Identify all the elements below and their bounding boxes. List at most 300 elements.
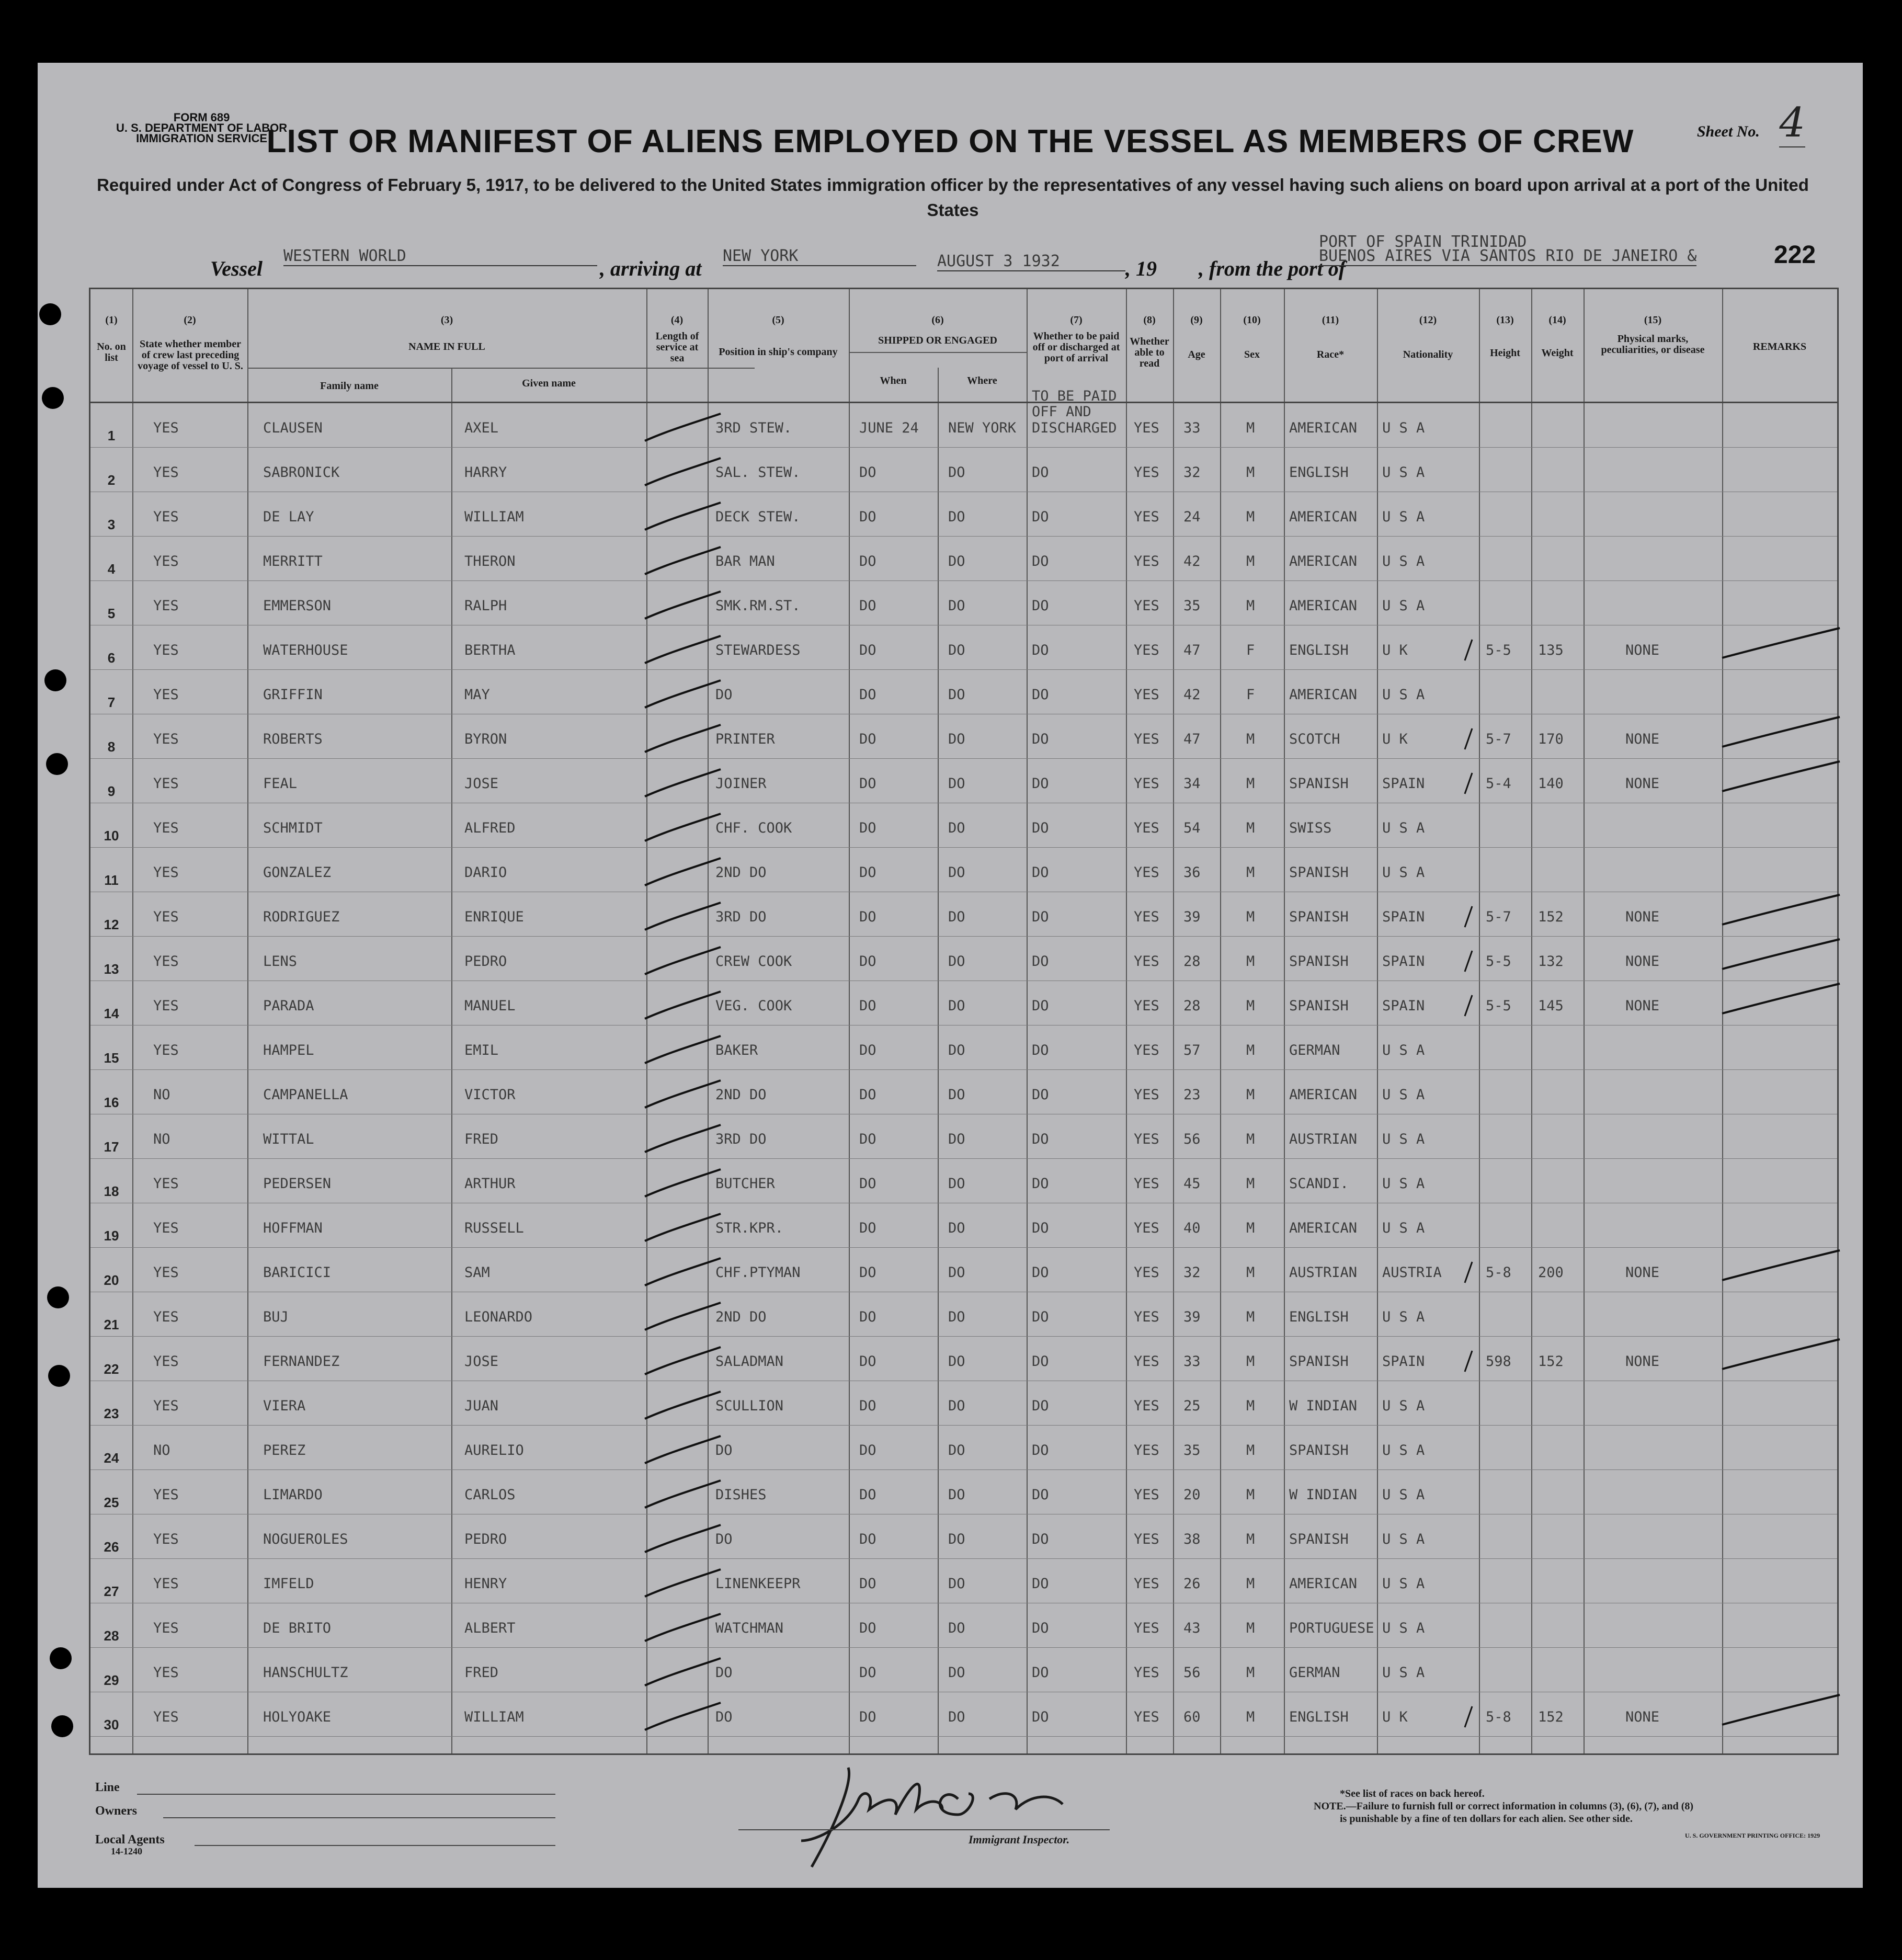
sex-cell: M [1246,1398,1255,1414]
row-number: 21 [104,1317,119,1332]
shipped-where-cell: DO [948,1620,965,1636]
footer-owners-rule [163,1817,555,1818]
given-name-cell: BYRON [464,731,507,747]
able-to-read-cell: YES [1134,1087,1159,1103]
nationality-tick-mark [1461,637,1476,663]
inspector-signature [770,1736,1162,1883]
shipped-where-cell: DO [948,1309,965,1325]
binder-hole [42,387,64,409]
able-to-read-cell: YES [1134,909,1159,925]
nationality-cell: U S A [1382,1487,1425,1503]
penalty-note-1: NOTE.—Failure to furnish full or correct information in columns (3), (6), (7), and (8) [1314,1801,1694,1812]
race-cell: AMERICAN [1289,1087,1358,1103]
able-to-read-cell: YES [1134,598,1159,614]
sex-cell: M [1246,553,1255,569]
prev-voyage-cell: YES [153,909,179,925]
position-cell: SAL. STEW. [715,464,801,481]
sex-cell: M [1246,820,1255,836]
age-cell: 33 [1183,420,1201,436]
family-name-cell: LIMARDO [263,1487,323,1503]
row-rule [90,580,1837,581]
position-cell: DO [715,1442,733,1458]
col-10-number: (10) [1243,314,1261,326]
shipped-when-cell: DO [859,598,876,614]
position-cell: LINENKEEPR [715,1576,801,1592]
race-cell: GERMAN [1289,1042,1340,1058]
header-given-name: Given name [522,378,576,389]
race-cell: SPANISH [1289,1531,1349,1547]
row-rule [90,536,1837,537]
service-check-mark [642,1654,726,1696]
service-check-mark [642,987,726,1029]
sex-cell: M [1246,1042,1255,1058]
service-check-mark [642,854,726,896]
paid-off-cell: DO [1032,1531,1049,1547]
prev-voyage-cell: YES [153,864,179,881]
nationality-tick-mark [1461,770,1476,796]
form-identifier: FORM 689 U. S. DEPARTMENT OF LABOR IMMIGRATION SERVICE [116,111,288,145]
sex-cell: M [1246,953,1255,970]
shipped-when-cell: DO [859,998,876,1014]
nationality-cell: U S A [1382,1131,1425,1147]
family-name-cell: IMFELD [263,1576,314,1592]
nationality-cell: U S A [1382,1042,1425,1058]
physical-marks-cell: NONE [1625,1264,1660,1281]
family-name-cell: BUJ [263,1309,289,1325]
footer-agents-label: Local Agents [95,1833,165,1847]
paid-off-cell: DO [1032,1220,1049,1236]
race-cell: SPANISH [1289,909,1349,925]
physical-marks-cell: NONE [1625,998,1660,1014]
col-4-number: (4) [670,314,684,326]
prev-voyage-cell: YES [153,776,179,792]
sex-cell: M [1246,1131,1255,1147]
service-check-mark [642,1254,726,1296]
stamp-number: 222 [1774,241,1816,269]
service-check-mark [642,1521,726,1563]
header-race: Race* [1316,349,1345,360]
column-divider [1479,289,1480,1753]
race-cell: AMERICAN [1289,553,1358,569]
able-to-read-cell: YES [1134,1309,1159,1325]
weight-cell: 170 [1538,731,1564,747]
shipped-where-cell: NEW YORK [948,420,1017,436]
nationality-tick-mark [1461,726,1476,752]
family-name-cell: PEDERSEN [263,1176,332,1192]
position-cell: DO [715,1665,733,1681]
row-number: 5 [107,606,116,621]
shipped-when-cell: DO [859,1620,876,1636]
row-rule [90,447,1837,448]
col-9-number: (9) [1190,314,1203,326]
prev-voyage-cell: YES [153,1353,179,1370]
race-cell: AMERICAN [1289,687,1358,703]
nationality-cell: U S A [1382,464,1425,481]
header-rule [849,352,1027,353]
races-note: *See list of races on back hereof. [1340,1788,1485,1799]
nationality-cell: U S A [1382,553,1425,569]
shipped-when-cell: DO [859,1353,876,1370]
nationality-cell: U S A [1382,687,1425,703]
shipped-when-cell: DO [859,776,876,792]
physical-marks-cell: NONE [1625,642,1660,658]
prev-voyage-cell: NO [153,1442,170,1458]
position-cell: 2ND DO [715,1087,767,1103]
row-number: 29 [104,1672,119,1688]
col-2-number: (2) [184,314,196,326]
header-shipped-or-engaged: SHIPPED OR ENGAGED [878,335,997,346]
column-divider [1722,289,1723,1753]
service-check-mark [642,1476,726,1518]
shipped-when-cell: DO [859,1576,876,1592]
prev-voyage-cell: YES [153,1042,179,1058]
shipped-where-cell: DO [948,642,965,658]
paid-off-cell: DO [1032,998,1049,1014]
able-to-read-cell: YES [1134,1131,1159,1147]
race-cell: SPANISH [1289,998,1349,1014]
shipped-when-cell: DO [859,1442,876,1458]
prev-voyage-cell: YES [153,998,179,1014]
family-name-cell: CAMPANELLA [263,1087,348,1103]
sex-cell: F [1246,642,1255,658]
shipped-when-cell: DO [859,1176,876,1192]
row-number: 22 [104,1361,119,1377]
paid-off-cell: DO [1032,1353,1049,1370]
row-number: 8 [107,739,116,755]
given-name-cell: EMIL [464,1042,499,1058]
sex-cell: M [1246,1487,1255,1503]
shipped-where-cell: DO [948,1398,965,1414]
sex-cell: M [1246,1531,1255,1547]
position-cell: DO [715,1709,733,1725]
family-name-cell: HANSCHULTZ [263,1665,348,1681]
race-cell: ENGLISH [1289,642,1349,658]
shipped-when-cell: DO [859,1220,876,1236]
race-cell: AMERICAN [1289,1576,1358,1592]
given-name-cell: JOSE [464,1353,499,1370]
service-check-mark [642,1387,726,1429]
age-cell: 54 [1183,820,1201,836]
shipped-when-cell: DO [859,731,876,747]
prev-voyage-cell: NO [153,1087,170,1103]
physical-marks-cell: NONE [1625,953,1660,970]
given-name-cell: FRED [464,1665,499,1681]
position-cell: DO [715,687,733,703]
age-cell: 28 [1183,953,1201,970]
col-13-number: (13) [1496,314,1514,326]
given-name-cell: JUAN [464,1398,499,1414]
shipped-where-cell: DO [948,1576,965,1592]
family-name-cell: CLAUSEN [263,420,323,436]
given-name-cell: HENRY [464,1576,507,1592]
able-to-read-cell: YES [1134,1398,1159,1414]
col-11-number: (11) [1322,314,1339,326]
row-number: 7 [107,694,116,710]
age-cell: 56 [1183,1665,1201,1681]
binder-hole [50,1647,72,1669]
weight-cell: 152 [1538,1353,1564,1370]
position-cell: CREW COOK [715,953,792,970]
position-cell: DISHES [715,1487,767,1503]
race-cell: AMERICAN [1289,509,1358,525]
paid-off-cell: DO [1032,1442,1049,1458]
prev-voyage-cell: YES [153,1220,179,1236]
page-subtitle: Required under Act of Congress of February 5, 1917, to be delivered to the United States immigration officer by the representatives of any vessel having such aliens on board upon arrival at a port of the United States [97,175,1809,220]
paid-off-cell: DO [1032,820,1049,836]
nationality-cell: U S A [1382,1309,1425,1325]
shipped-where-cell: DO [948,1042,965,1058]
family-name-cell: VIERA [263,1398,306,1414]
race-cell: W INDIAN [1289,1398,1358,1414]
age-cell: 35 [1183,1442,1201,1458]
footer-agents-rule [195,1845,555,1846]
sheet-number: Sheet No. 4 [1696,99,1805,146]
nationality-cell: U S A [1382,1576,1425,1592]
able-to-read-cell: YES [1134,864,1159,881]
column-divider [1173,289,1174,1753]
race-cell: SPANISH [1289,953,1349,970]
column-divider [938,368,939,1753]
physical-marks-cell: NONE [1625,776,1660,792]
age-cell: 39 [1183,1309,1201,1325]
shipped-when-cell: DO [859,1398,876,1414]
able-to-read-cell: YES [1134,1665,1159,1681]
col-1-number: (1) [105,314,118,326]
departure-port-line-1: PORT OF SPAIN TRINIDAD [1319,233,1527,251]
age-cell: 47 [1183,642,1201,658]
race-cell: AMERICAN [1289,420,1358,436]
shipped-when-cell: DO [859,1309,876,1325]
service-check-mark [642,1032,726,1074]
nationality-cell: U S A [1382,598,1425,614]
given-name-cell: CARLOS [464,1487,516,1503]
service-check-mark [642,632,726,674]
manifest-page [38,63,1863,1888]
row-number: 30 [104,1717,119,1733]
given-name-cell: LEONARDO [464,1309,533,1325]
nationality-cell: SPAIN [1382,1353,1425,1370]
footer-line-rule [137,1794,555,1795]
physical-marks-cell: NONE [1625,1353,1660,1370]
race-cell: AUSTRIAN [1289,1131,1358,1147]
given-name-cell: ENRIQUE [464,909,524,925]
nationality-tick-mark [1461,1704,1476,1730]
age-cell: 24 [1183,509,1201,525]
able-to-read-cell: YES [1134,642,1159,658]
service-check-mark [642,543,726,585]
family-name-cell: DE BRITO [263,1620,332,1636]
header-nationality: Nationality [1403,349,1453,360]
prev-voyage-cell: NO [153,1131,170,1147]
family-name-cell: DE LAY [263,509,314,525]
sex-cell: M [1246,1709,1255,1725]
nationality-cell: AUSTRIA [1382,1264,1442,1281]
family-name-cell: FEAL [263,776,298,792]
age-cell: 40 [1183,1220,1201,1236]
row-number: 23 [104,1406,119,1421]
position-cell: BAR MAN [715,553,775,569]
paid-off-cell: DO [1032,598,1049,614]
given-name-cell: FRED [464,1131,499,1147]
prev-voyage-cell: YES [153,464,179,481]
able-to-read-cell: YES [1134,1353,1159,1370]
crew-table [89,288,1839,1755]
remarks-check-mark [1719,624,1845,666]
service-check-mark [642,409,726,451]
nationality-cell: U S A [1382,864,1425,881]
arrival-port: NEW YORK [723,247,916,266]
row-number: 14 [104,1006,119,1021]
nationality-tick-mark [1461,993,1476,1019]
penalty-note-2: is punishable by a fine of ten dollars for each alien. See other side. [1340,1813,1633,1825]
service-check-mark [642,1121,726,1163]
able-to-read-cell: YES [1134,420,1159,436]
column-divider [1377,289,1378,1753]
from-port-label: , from the port of [1199,257,1346,280]
nationality-cell: U S A [1382,1665,1425,1681]
col-15-number: (15) [1644,314,1662,326]
position-cell: CHF.PTYMAN [715,1264,801,1281]
column-divider [1126,289,1127,1753]
paid-off-cell: DO [1032,864,1049,881]
service-check-mark [642,810,726,851]
arrival-date: AUGUST 3 1932 [937,252,1125,271]
service-check-mark [642,587,726,629]
nationality-tick-mark [1461,948,1476,974]
position-cell: SCULLION [715,1398,784,1414]
paid-off-cell: DO [1032,464,1049,481]
header-paid-off: Whether to be paid off or discharged at port of arrival [1032,331,1120,364]
shipped-when-cell: DO [859,909,876,925]
family-name-cell: PEREZ [263,1442,306,1458]
column-divider [247,289,248,1753]
race-cell: ENGLISH [1289,464,1349,481]
sex-cell: M [1246,731,1255,747]
service-check-mark [642,1298,726,1340]
able-to-read-cell: YES [1134,998,1159,1014]
given-name-cell: AURELIO [464,1442,524,1458]
sex-cell: M [1246,1220,1255,1236]
given-name-cell: ALBERT [464,1620,516,1636]
column-divider [451,368,452,1753]
col-3-number: (3) [440,314,453,326]
service-check-mark [642,898,726,940]
age-cell: 20 [1183,1487,1201,1503]
able-to-read-cell: YES [1134,731,1159,747]
position-cell: SMK.RM.ST. [715,598,801,614]
sex-cell: M [1246,420,1255,436]
age-cell: 36 [1183,864,1201,881]
able-to-read-cell: YES [1134,1176,1159,1192]
position-cell: 3RD DO [715,909,767,925]
column-divider [1027,289,1028,1753]
able-to-read-cell: YES [1134,687,1159,703]
weight-cell: 152 [1538,1709,1564,1725]
header-family-name: Family name [320,380,379,392]
header-bottom-rule [90,402,1837,403]
paid-off-cell: DO [1032,1576,1049,1592]
page-title: LIST OR MANIFEST OF ALIENS EMPLOYED ON THE VESSEL AS MEMBERS OF CREW [266,123,1634,159]
able-to-read-cell: YES [1134,509,1159,525]
able-to-read-cell: YES [1134,953,1159,970]
col-7-number: (7) [1070,314,1083,326]
position-cell: 2ND DO [715,1309,767,1325]
given-name-cell: MAY [464,687,490,703]
given-name-cell: MANUEL [464,998,516,1014]
able-to-read-cell: YES [1134,1042,1159,1058]
shipped-when-cell: DO [859,1487,876,1503]
age-cell: 32 [1183,464,1201,481]
prev-voyage-cell: YES [153,509,179,525]
prev-voyage-cell: YES [153,642,179,658]
given-name-cell: ALFRED [464,820,516,836]
shipped-when-cell: DO [859,864,876,881]
paid-off-cell: DO [1032,509,1049,525]
year-label: , 19 [1125,257,1157,280]
shipped-where-cell: DO [948,953,965,970]
binder-hole [46,753,68,775]
nationality-tick-mark [1461,1259,1476,1285]
family-name-cell: RODRIGUEZ [263,909,340,925]
remarks-check-mark [1719,713,1845,755]
shipped-where-cell: DO [948,864,965,881]
nationality-tick-mark [1461,1348,1476,1374]
shipped-where-cell: DO [948,1531,965,1547]
paid-off-cell: DO [1032,1264,1049,1281]
position-cell: DECK STEW. [715,509,801,525]
position-cell: VEG. COOK [715,998,792,1014]
shipped-when-cell: DO [859,1531,876,1547]
paid-off-cell: DO [1032,1042,1049,1058]
service-check-mark [642,498,726,540]
family-name-cell: SCHMIDT [263,820,323,836]
shipped-when-cell: DO [859,464,876,481]
nationality-cell: SPAIN [1382,998,1425,1014]
race-cell: SPANISH [1289,1442,1349,1458]
race-cell: AMERICAN [1289,598,1358,614]
shipped-where-cell: DO [948,1353,965,1370]
row-rule [90,1558,1837,1559]
remarks-check-mark [1719,1691,1845,1733]
service-check-mark [642,1343,726,1385]
family-name-cell: GONZALEZ [263,864,332,881]
nationality-cell: U S A [1382,1442,1425,1458]
sex-cell: M [1246,1576,1255,1592]
sex-cell: M [1246,464,1255,481]
column-divider [1584,289,1585,1753]
shipped-where-cell: DO [948,1709,965,1725]
given-name-cell: WILLIAM [464,509,524,525]
binder-hole [48,1365,70,1387]
race-cell: W INDIAN [1289,1487,1358,1503]
nationality-cell: U K [1382,642,1408,658]
header-remarks: REMARKS [1752,341,1807,352]
footer-line-label: Line [95,1781,120,1794]
vessel-label: Vessel [210,257,263,280]
row-rule [90,1069,1837,1070]
shipped-where-cell: DO [948,909,965,925]
col-12-number: (12) [1419,314,1437,326]
sex-cell: M [1246,1665,1255,1681]
height-cell: 5-5 [1486,642,1511,658]
shipped-where-cell: DO [948,464,965,481]
age-cell: 33 [1183,1353,1201,1370]
position-cell: WATCHMAN [715,1620,784,1636]
position-cell: STR.KPR. [715,1220,784,1236]
binder-hole [39,303,61,325]
height-cell: 5-7 [1486,909,1511,925]
prev-voyage-cell: YES [153,1398,179,1414]
